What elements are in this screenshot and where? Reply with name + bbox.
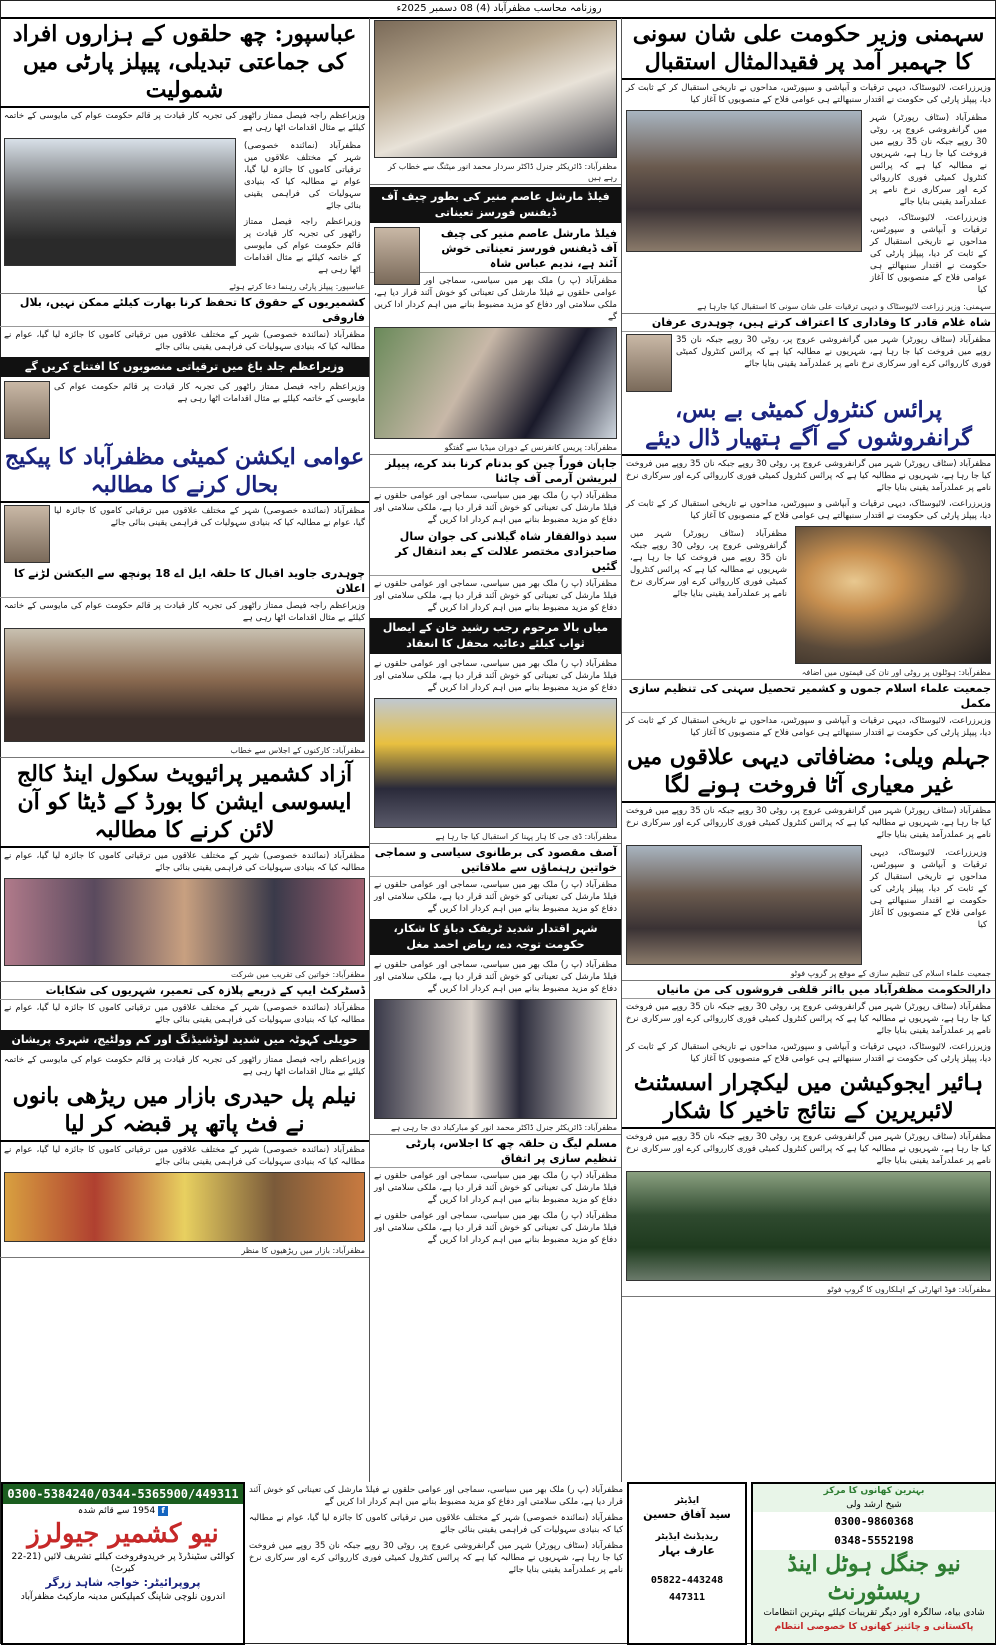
left-photo4-caption: مظفرآباد: بازار میں ریڑھیوں کا منظر xyxy=(0,1244,369,1258)
right-photo2-caption: مظفرآباد: ہوٹلوں پر روٹی اور نان کی قیمتوں میں اضافہ xyxy=(622,666,995,680)
photo-press-talk xyxy=(374,327,617,439)
mid-sub-5: آصف مقصود کی برطانوی سیاسی و سماجی خواتین رہنماؤں سے ملاقاتیں xyxy=(370,844,621,877)
right-headline-3: جہلم ویلی: مضافاتی دیہی علاقوں میں غیر معیاری آٹا فروخت ہونے لگا xyxy=(622,741,995,803)
mid-sub-1: فیلڈ مارشل عاصم منیر کی چیف آف ڈیفنس فورسز تعیناتی خوش آئند ہے، ندیم عباس شاہ xyxy=(370,225,621,273)
right-body-5: وزیرزراعت، لائیوسٹاک، دیہی ترقیات و آبپاشی و سپورٹس، مداحوں نے تاریخی استقبال کر کے ثابت کر دیا، پیپلز پارٹی کی حکومت نے اقتدار سنبھالتے ہی عوامی فلاح کے منصوبوں کا آغاز کیا xyxy=(626,499,991,521)
photo-women-event xyxy=(4,878,365,966)
left-body-8: مظفرآباد (نمائندہ خصوصی) شہر کے مختلف علاقوں میں ترقیاتی کاموں کا جائزہ لیا گیا، عوام نے مطالبہ کیا کہ بنیادی سہولیات کی فراہمی یقینی بنائی جائے xyxy=(4,1003,365,1025)
right-body-6: مظفرآباد (سٹاف رپورٹر) شہر میں گرانفروشی عروج پر، روٹی 30 روپے جبکہ نان 35 روپے میں فروخت کیا جا رہا ہے، شہریوں نے مطالبہ کیا ہے کہ پرائس کنٹرول کمیٹی فوری کارروائی کرے اور سرکاری نرخ نامے پر عملدرآمد یقینی بنایا جائے xyxy=(630,529,787,599)
mid-photo3-caption: مظفرآباد: ڈی جی کا ہار پہنا کر استقبال کیا جا رہا ہے xyxy=(370,830,621,844)
mid-black-1: فیلڈ مارشل عاصم منیر کی بطور چیف آف ڈیفنس فورسز تعیناتی xyxy=(370,187,621,223)
right-body-9: وزیرزراعت، لائیوسٹاک، دیہی ترقیات و آبپاشی و سپورٹس، مداحوں نے تاریخی استقبال کر کے ثابت کر دیا، پیپلز پارٹی کی حکومت نے اقتدار سنبھالتے ہی عوامی فلاح کے منصوبوں کا آغاز کیا xyxy=(870,848,987,930)
right-body-1: مظفرآباد (سٹاف رپورٹر) شہر میں گرانفروشی عروج پر، روٹی 30 روپے جبکہ نان 35 روپے میں فروخت کیا جا رہا ہے، شہریوں نے مطالبہ کیا ہے کہ پرائس کنٹرول کمیٹی فوری کارروائی کرے اور سرکاری نرخ نامے پر عملدرآمد یقینی بنایا جائے xyxy=(870,113,987,207)
mid-body-3: مظفرآباد (پ ر) ملک بھر میں سیاسی، سماجی اور عوامی حلقوں نے فیلڈ مارشل کی تعیناتی کو خوش آئند قرار دیا ہے، ملکی سلامتی اور دفاع کو مزید مضبوط بنانے میں اہم کردار ادا کریں گے xyxy=(374,579,617,613)
left-sub-4: ڈسٹرکٹ ایپ کے ذریعے پلازہ کی تعمیر، شہریوں کی شکایات xyxy=(0,982,369,1000)
mid-body-7: مظفرآباد (پ ر) ملک بھر میں سیاسی، سماجی اور عوامی حلقوں نے فیلڈ مارشل کی تعیناتی کو خوش آئند قرار دیا ہے، ملکی سلامتی اور دفاع کو مزید مضبوط بنانے میں اہم کردار ادا کریں گے xyxy=(374,1171,617,1205)
ad-jewellers-phone: 0300-5384240/0344-5365900/449311 xyxy=(3,1484,243,1504)
right-body-2: وزیرزراعت، لائیوسٹاک، دیہی ترقیات و آبپاشی و سپورٹس، مداحوں نے تاریخی استقبال کر کے ثابت کر دیا، پیپلز پارٹی کی حکومت نے اقتدار سنبھالتے ہی عوامی فلاح کے منصوبوں کا آغاز کیا xyxy=(870,213,987,295)
ad-jewellers-est: f 1954 سے قائم شدہ xyxy=(3,1504,243,1518)
right-body-10: مظفرآباد (سٹاف رپورٹر) شہر میں گرانفروشی عروج پر، روٹی 30 روپے جبکہ نان 35 روپے میں فروخت کیا جا رہا ہے، شہریوں نے مطالبہ کیا ہے کہ پرائس کنٹرول کمیٹی فوری کارروائی کرے اور سرکاری نرخ نامے پر عملدرآمد یقینی بنایا جائے xyxy=(626,1002,991,1036)
middle-column xyxy=(369,18,621,1482)
mid-black-2: میاں بالا مرحوم رجب رشید خان کے ایصال ثواب کیلئے دعائیہ محفل کا انعقاد xyxy=(370,618,621,654)
right-sub-6: دارالحکومت مظفرآباد میں بااثر قلفی فروشوں کی من مانیاں xyxy=(622,981,995,999)
portrait-photo xyxy=(626,334,672,392)
left-column xyxy=(0,18,369,1482)
left-sub-2: وزیراعظم جلد باغ میں ترقیاتی منصوبوں کا افتتاح کریں گے xyxy=(0,357,369,377)
facebook-icon: f xyxy=(158,1506,168,1516)
bottom-news-strip xyxy=(245,1482,627,1645)
imprint-phone-2: 447311 xyxy=(629,1589,745,1606)
right-body-4: مظفرآباد (سٹاف رپورٹر) شہر میں گرانفروشی عروج پر، روٹی 30 روپے جبکہ نان 35 روپے میں فروخت کیا جا رہا ہے، شہریوں نے مطالبہ کیا ہے کہ پرائس کنٹرول کمیٹی فوری کارروائی کرے اور سرکاری نرخ نامے پر عملدرآمد یقینی بنایا جائے xyxy=(626,459,991,493)
left-sub-1: کشمیریوں کے حقوق کا تحفظ کرنا بھارت کیلئے ممکن نہیں، بلال فاروقی xyxy=(0,294,369,327)
right-body-8: مظفرآباد (سٹاف رپورٹر) شہر میں گرانفروشی عروج پر، روٹی 30 روپے جبکہ نان 35 روپے میں فروخت کیا جا رہا ہے، شہریوں نے مطالبہ کیا ہے کہ پرائس کنٹرول کمیٹی فوری کارروائی کرے اور سرکاری نرخ نامے پر عملدرآمد یقینی بنایا جائے xyxy=(626,806,991,840)
left-body-3: مظفرآباد (نمائندہ خصوصی) شہر کے مختلف علاقوں میں ترقیاتی کاموں کا جائزہ لیا گیا، عوام نے مطالبہ کیا کہ بنیادی سہولیات کی فراہمی یقینی بنائی جائے xyxy=(4,330,365,352)
right-photo4-caption: مظفرآباد: فوڈ اتھارٹی کے اہلکاروں کا گروپ فوٹو xyxy=(622,1283,995,1297)
left-body-9: وزیراعظم راجہ فیصل ممتاز راٹھور کی تجربہ کار قیادت پر قائم حکومت عوام کی مایوسی کے خاتمہ کیلئے بے مثال اقدامات اٹھا رہی ہے xyxy=(4,1055,365,1077)
mid-body-8: مظفرآباد (پ ر) ملک بھر میں سیاسی، سماجی اور عوامی حلقوں نے فیلڈ مارشل کی تعیناتی کو خوش آئند قرار دیا ہے، ملکی سلامتی اور دفاع کو مزید مضبوط بنانے میں اہم کردار ادا کریں گے xyxy=(374,1211,617,1245)
ad-jewellers-sub: کوالٹی سٹینڈرڈ پر خریدوفروخت کیلئے تشریف لائیں (21-22 کیرٹ) xyxy=(11,1552,235,1574)
bottom-body-2: مظفرآباد (نمائندہ خصوصی) شہر کے مختلف علاقوں میں ترقیاتی کاموں کا جائزہ لیا گیا، عوام نے مطالبہ کیا کہ بنیادی سہولیات کی فراہمی یقینی بنائی جائے xyxy=(249,1513,623,1535)
page-masthead: روزنامہ محاسب مظفرآباد (4) 08 دسمبر 2025ء xyxy=(1,1,996,19)
imprint-exec: عارف بہار xyxy=(659,1544,715,1557)
right-column xyxy=(621,18,995,1482)
left-body-1: مظفرآباد (نمائندہ خصوصی) شہر کے مختلف علاقوں میں ترقیاتی کاموں کا جائزہ لیا گیا، عوام نے مطالبہ کیا کہ بنیادی سہولیات کی فراہمی یقینی بنائی جائے xyxy=(244,141,361,211)
left-headline-3: آزاد کشمیر پرائیویٹ سکول اینڈ کالج ایسوسی ایشن کا بورڈ کے ڈیٹا کو آن لائن کرنے کا مطالبہ xyxy=(0,758,369,848)
photo-bread xyxy=(795,526,991,664)
ad-restaurant-sub: شادی بیاہ، سالگرہ اور دیگر تقریبات کیلئے بہترین انتظامات xyxy=(763,1608,985,1618)
right-headline-2: پرائس کنٹرول کمیٹی بے بس، گرانفروشوں کے آگے ہتھیار ڈال دیئے xyxy=(622,394,995,456)
photo-garland-welcome xyxy=(374,698,617,828)
mid-body-4: مظفرآباد (پ ر) ملک بھر میں سیاسی، سماجی اور عوامی حلقوں نے فیلڈ مارشل کی تعیناتی کو خوش آئند قرار دیا ہے، ملکی سلامتی اور دفاع کو مزید مضبوط بنانے میں اہم کردار ادا کریں گے xyxy=(374,659,617,693)
photo-market-carts xyxy=(4,1172,365,1242)
right-body-12: مظفرآباد (سٹاف رپورٹر) شہر میں گرانفروشی عروج پر، روٹی 30 روپے جبکہ نان 35 روپے میں فروخت کیا جا رہا ہے، شہریوں نے مطالبہ کیا ہے کہ پرائس کنٹرول کمیٹی فوری کارروائی کرے اور سرکاری نرخ نامے پر عملدرآمد یقینی بنایا جائے xyxy=(626,1132,991,1166)
right-body-11: وزیرزراعت، لائیوسٹاک، دیہی ترقیات و آبپاشی و سپورٹس، مداحوں نے تاریخی استقبال کر کے ثابت کر دیا، پیپلز پارٹی کی حکومت نے اقتدار سنبھالتے ہی عوامی فلاح کے منصوبوں کا آغاز کیا xyxy=(626,1042,991,1064)
mid-photo4-caption: مظفرآباد: ڈائریکٹر جنرل ڈاکٹر محمد انور کو مبارکباد دی جا رہی ہے xyxy=(370,1121,621,1135)
portrait-photo xyxy=(4,505,50,563)
ad-restaurant-phone-2: 0348-5552198 xyxy=(753,1531,995,1550)
left-body-10: مظفرآباد (نمائندہ خصوصی) شہر کے مختلف علاقوں میں ترقیاتی کاموں کا جائزہ لیا گیا، عوام نے مطالبہ کیا کہ بنیادی سہولیات کی فراہمی یقینی بنائی جائے xyxy=(4,1145,365,1167)
mid-body-1: مظفرآباد (پ ر) ملک بھر میں سیاسی، سماجی اور عوامی حلقوں نے فیلڈ مارشل کی تعیناتی کو خوش آئند قرار دیا ہے، ملکی سلامتی اور دفاع کو مزید مضبوط بنانے میں اہم کردار ادا کریں گے xyxy=(374,276,617,322)
left-body-5: مظفرآباد (نمائندہ خصوصی) شہر کے مختلف علاقوں میں ترقیاتی کاموں کا جائزہ لیا گیا، عوام نے مطالبہ کیا کہ بنیادی سہولیات کی فراہمی یقینی بنائی جائے xyxy=(54,506,365,528)
right-body-7: وزیرزراعت، لائیوسٹاک، دیہی ترقیات و آبپاشی و سپورٹس، مداحوں نے تاریخی استقبال کر کے ثابت کر دیا، پیپلز پارٹی کی حکومت نے اقتدار سنبھالتے ہی عوامی فلاح کے منصوبوں کا آغاز کیا xyxy=(626,716,991,738)
right-sub-1: شاہ غلام قادر کا وفاداری کا اعتراف کرتے ہیں، چوہدری عرفان xyxy=(622,314,995,332)
mid-sub-2: جاپان فوراً چین کو بدنام کرنا بند کرے، پیپلز لبریشن آرمی آف چائنا xyxy=(370,455,621,488)
left-photo1-caption: عباسپور: پیپلز پارٹی رہنما دعا کرتے ہوئے xyxy=(0,280,369,294)
portrait-photo xyxy=(4,381,50,439)
imprint-box xyxy=(627,1482,747,1645)
photo-workers-meeting xyxy=(4,628,365,742)
right-photo3-caption: جمعیت علماء اسلام کی تنظیم سازی کے موقع پر گروپ فوٹو xyxy=(622,967,995,981)
mid-sub-3: سید ذوالفقار شاہ گیلانی کی جوان سال صاحبزادی مختصر علالت کے بعد انتقال کر گئیں xyxy=(370,528,621,576)
left-sub-3: چوہدری جاوید اقبال کا حلقہ ایل اے 18 پونچھ سے الیکشن لڑنے کا اعلان xyxy=(0,565,369,598)
mid-black-3: شہر اقتدار شدید ٹریفک دباؤ کا شکار، حکومت توجہ دے، ریاض احمد مغل xyxy=(370,919,621,955)
ad-restaurant-foot: پاکستانی و چائنیز کھانوں کا خصوصی انتظام xyxy=(774,1622,974,1632)
ad-restaurant-title: نیو جنگل ہوٹل اینڈ ریسٹورنٹ xyxy=(787,1551,961,1605)
bottom-body-1: مظفرآباد (پ ر) ملک بھر میں سیاسی، سماجی اور عوامی حلقوں نے فیلڈ مارشل کی تعیناتی کو خوش آئند قرار دیا ہے، ملکی سلامتی اور دفاع کو مزید مضبوط بنانے میں اہم کردار ادا کریں گے xyxy=(249,1485,623,1507)
mid-body-2: مظفرآباد (پ ر) ملک بھر میں سیاسی، سماجی اور عوامی حلقوں نے فیلڈ مارشل کی تعیناتی کو خوش آئند قرار دیا ہے، ملکی سلامتی اور دفاع کو مزید مضبوط بنانے میں اہم کردار ادا کریں گے xyxy=(374,491,617,525)
imprint-exec-label: ریذیڈنٹ ایڈیٹر xyxy=(655,1532,719,1542)
left-body-6: وزیراعظم راجہ فیصل ممتاز راٹھور کی تجربہ کار قیادت پر قائم حکومت عوام کی مایوسی کے خاتمہ کیلئے بے مثال اقدامات اٹھا رہی ہے xyxy=(4,601,365,623)
ad-restaurant-header: بہترین کھانوں کا مرکز xyxy=(823,1486,925,1496)
ad-restaurant-phone-1: 0300-9860368 xyxy=(753,1512,995,1531)
mid-photo2-caption: مظفرآباد: پریس کانفرنس کے دوران میڈیا سے گفتگو xyxy=(370,441,621,455)
left-body-4: وزیراعظم راجہ فیصل ممتاز راٹھور کی تجربہ کار قیادت پر قائم حکومت عوام کی مایوسی کے خاتمہ کیلئے بے مثال اقدامات اٹھا رہی ہے xyxy=(54,382,365,404)
photo-jui-meeting xyxy=(626,845,862,965)
ad-jewellers-address: اندرون نلوچی شاپنگ کمپلیکس مدینہ مارکیٹ مظفرآباد xyxy=(20,1592,226,1602)
left-photo2-caption: مظفرآباد: کارکنوں کے اجلاس سے خطاب xyxy=(0,744,369,758)
imprint-editor: سید آفاق حسین xyxy=(643,1508,731,1521)
imprint-phone: 05822-443248 xyxy=(629,1572,745,1589)
portrait-photo xyxy=(374,227,420,285)
mid-sub-7: مسلم لیگ ن حلقہ چھ کا اجلاس، پارٹی تنظیم سازی پر اتفاق xyxy=(370,1135,621,1168)
left-headline-2: عوامی ایکشن کمیٹی مظفرآباد کا پیکیج بحال کرنے کا مطالبہ xyxy=(0,441,369,503)
right-sub-3: جمعیت علماء اسلام جموں و کشمیر تحصیل سہنی کی تنظیم سازی مکمل xyxy=(622,680,995,713)
right-headline-4: ہائیر ایجوکیشن میں لیکچرار اسسٹنٹ لائبریرین کے نتائج تاخیر کا شکار xyxy=(622,1067,995,1129)
left-photo3-caption: مظفرآباد: خواتین کی تقریب میں شرکت xyxy=(0,968,369,982)
left-sub-5: حویلی کہوٹہ میں شدید لوڈشیڈنگ اور کم وولٹیج، شہری پریشان xyxy=(0,1030,369,1050)
right-headline: سہمنی وزیر حکومت علی شان سونی کا جہمبر آمد پر فقیدالمثال استقبال xyxy=(622,18,995,80)
ad-jewellers-owner: پروپرائیٹر: خواجہ شاہد زرگر xyxy=(45,1576,201,1589)
right-body-3: مظفرآباد (سٹاف رپورٹر) شہر میں گرانفروشی عروج پر، روٹی 30 روپے جبکہ نان 35 روپے میں فروخت کیا جا رہا ہے، شہریوں نے مطالبہ کیا ہے کہ پرائس کنٹرول کمیٹی فوری کارروائی کرے اور سرکاری نرخ نامے پر عملدرآمد یقینی بنایا جائے xyxy=(676,335,991,369)
ad-restaurant-owner: شیخ ارشد ولی xyxy=(846,1500,902,1510)
ad-jewellers xyxy=(1,1482,245,1645)
left-headline: عباسپور: چھ حلقوں کے ہزاروں افراد کی جماعتی تبدیلی، پیپلز پارٹی میں شمولیت xyxy=(0,18,369,108)
photo-office-meeting xyxy=(374,20,617,158)
right-lead: وزیرزراعت، لائیوسٹاک، دیہی ترقیات و آبپاشی و سپورٹس، مداحوں نے تاریخی استقبال کر کے ثابت کر دیا، پیپلز پارٹی کی حکومت نے اقتدار سنبھالتے ہی عوامی فلاح کے منصوبوں کا آغاز کیا xyxy=(626,83,991,105)
photo-congratulations xyxy=(374,999,617,1119)
bottom-body-3: مظفرآباد (سٹاف رپورٹر) شہر میں گرانفروشی عروج پر، روٹی 30 روپے جبکہ نان 35 روپے میں فروخت کیا جا رہا ہے، شہریوں نے مطالبہ کیا ہے کہ پرائس کنٹرول کمیٹی فوری کارروائی کرے اور سرکاری نرخ نامے پر عملدرآمد یقینی بنایا جائے xyxy=(249,1541,623,1575)
imprint-editor-label: ایڈیٹر xyxy=(674,1496,700,1506)
left-body-7: مظفرآباد (نمائندہ خصوصی) شہر کے مختلف علاقوں میں ترقیاتی کاموں کا جائزہ لیا گیا، عوام نے مطالبہ کیا کہ بنیادی سہولیات کی فراہمی یقینی بنائی جائے xyxy=(4,851,365,873)
mid-photo1-caption: مظفرآباد: ڈائریکٹر جنرل ڈاکٹر سردار محمد انور میٹنگ سے خطاب کر رہے ہیں xyxy=(370,160,621,185)
mid-body-5: مظفرآباد (پ ر) ملک بھر میں سیاسی، سماجی اور عوامی حلقوں نے فیلڈ مارشل کی تعیناتی کو خوش آئند قرار دیا ہے، ملکی سلامتی اور دفاع کو مزید مضبوط بنانے میں اہم کردار ادا کریں گے xyxy=(374,880,617,914)
ad-restaurant xyxy=(751,1482,996,1645)
mid-body-6: مظفرآباد (پ ر) ملک بھر میں سیاسی، سماجی اور عوامی حلقوں نے فیلڈ مارشل کی تعیناتی کو خوش آئند قرار دیا ہے، ملکی سلامتی اور دفاع کو مزید مضبوط بنانے میں اہم کردار ادا کریں گے xyxy=(374,960,617,994)
photo-prayer-ceremony xyxy=(4,138,236,266)
ad-jewellers-title: نیو کشمیر جیولرز xyxy=(27,1519,219,1549)
left-headline-4: نیلم پل حیدری بازار میں ریڑھی بانوں نے فٹ پاتھ پر قبضہ کر لیا xyxy=(0,1080,369,1142)
photo-uniformed-group xyxy=(626,1171,991,1281)
left-body-2: وزیراعظم راجہ فیصل ممتاز راٹھور کی تجربہ کار قیادت پر قائم حکومت عوام کی مایوسی کے خاتمہ کیلئے بے مثال اقدامات اٹھا رہی ہے xyxy=(244,217,361,275)
left-lead: وزیراعظم راجہ فیصل ممتاز راٹھور کی تجربہ کار قیادت پر قائم حکومت عوام کی مایوسی کے خاتمہ کیلئے بے مثال اقدامات اٹھا رہی ہے xyxy=(4,111,365,133)
photo-reception-crowd xyxy=(626,110,862,252)
right-photo1-caption: سہمنی: وزیر زراعت لائیوسٹاک و دیہی ترقیات علی شان سونی کا استقبال کیا جارہا ہے xyxy=(622,300,995,314)
